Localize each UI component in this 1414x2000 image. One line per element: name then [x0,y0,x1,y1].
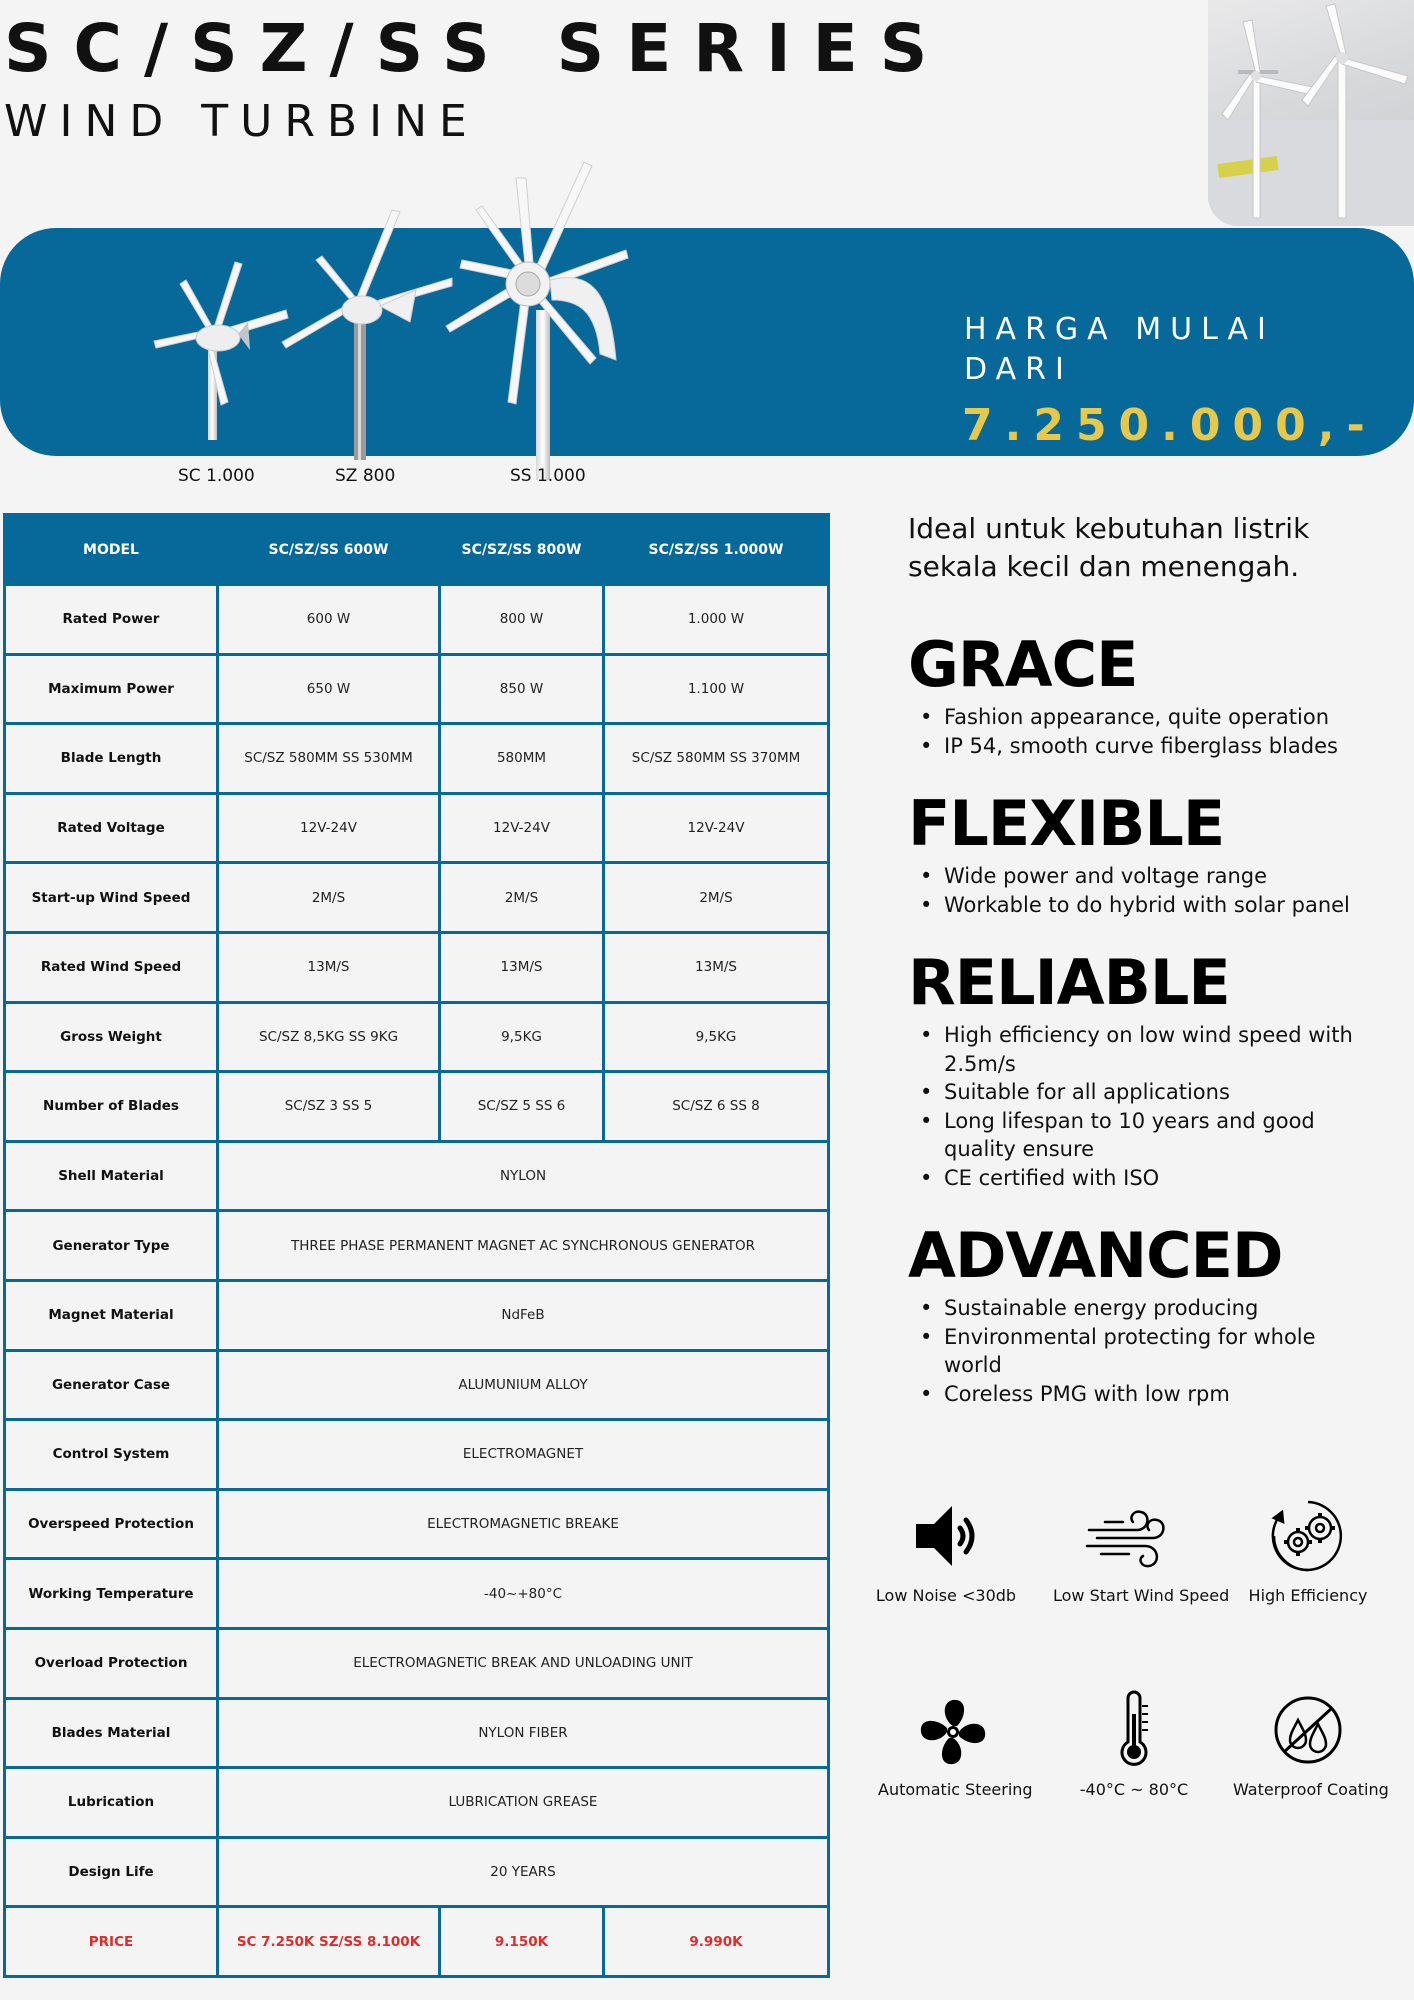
feature-icon-low-start-wind [1053,1496,1230,1605]
spec-table [3,513,830,1978]
table-row [5,654,829,724]
row-label: Working Temperature [5,1559,218,1629]
table-cell: -40~+80°C [218,1559,829,1629]
table-cell: ELECTROMAGNETIC BREAKE [218,1489,829,1559]
table-cell: 12V-24V [440,793,604,863]
table-cell: 12V-24V [604,793,829,863]
row-label: Overload Protection [5,1628,218,1698]
feature-list-reliable [920,1021,1380,1192]
row-label: Maximum Power [5,654,218,724]
turbine-label-sz: SZ 800 [335,466,396,486]
row-label: Lubrication [5,1768,218,1838]
table-row-price [5,1907,829,1977]
table-row [5,1350,829,1420]
feature-heading-grace: GRACE [908,628,1138,701]
turbine-label-sc: SC 1.000 [178,466,255,486]
table-cell: 13M/S [218,932,440,1002]
price-cell: SC 7.250K SZ/SS 8.100K [218,1907,440,1977]
feature-icon-automatic-steering [878,1690,1033,1799]
table-cell: 580MM [440,724,604,794]
feature-icon-high-efficiency [1233,1496,1383,1605]
row-label: Design Life [5,1837,218,1907]
list-item: • High efficiency on low wind speed with 2.5m/s [920,1021,1380,1078]
row-label: Shell Material [5,1141,218,1211]
turbine-sc-1000 [154,262,288,440]
price-cell: 9.990K [604,1907,829,1977]
table-header-cell: SC/SZ/SS 1.000W [604,515,829,585]
feature-icon-label: Automatic Steering [878,1780,1033,1799]
feature-icon-temperature [1059,1690,1209,1799]
table-cell: SC/SZ 8,5KG SS 9KG [218,1002,440,1072]
table-cell: 1.000 W [604,585,829,655]
row-label: Rated Voltage [5,793,218,863]
table-cell: SC/SZ 3 SS 5 [218,1072,440,1142]
table-row [5,1002,829,1072]
row-label: Number of Blades [5,1072,218,1142]
feature-list-grace [920,703,1380,760]
table-cell: 2M/S [604,863,829,933]
table-row [5,1698,829,1768]
feature-icon-low-noise [871,1496,1021,1605]
table-cell: 20 YEARS [218,1837,829,1907]
feature-heading-advanced: ADVANCED [908,1219,1283,1292]
table-row [5,1141,829,1211]
table-cell: 1.100 W [604,654,829,724]
list-item: • IP 54, smooth curve fiberglass blades [920,732,1380,761]
table-cell: NdFeB [218,1280,829,1350]
feature-icon-label: Low Noise <30db [875,1586,1017,1605]
table-header-cell: SC/SZ/SS 800W [440,515,604,585]
row-label: Control System [5,1420,218,1490]
table-cell: SC/SZ 6 SS 8 [604,1072,829,1142]
table-row [5,724,829,794]
table-row [5,1420,829,1490]
turbines-illustration [130,150,650,480]
page-title: SC/SZ/SS SERIES [4,10,950,87]
list-item: • Sustainable energy producing [920,1294,1380,1323]
intro-text: Ideal untuk kebutuhan listrik sekala kecil dan menengah. [908,512,1310,583]
price-cell: 9.150K [440,1907,604,1977]
table-row [5,1489,829,1559]
table-cell: 12V-24V [218,793,440,863]
feature-icon-label: Low Start Wind Speed [1053,1586,1230,1605]
spec-table-body [5,585,829,1977]
feature-heading-flexible: FLEXIBLE [908,787,1225,860]
table-row [5,1559,829,1629]
table-cell: 13M/S [604,932,829,1002]
table-cell: THREE PHASE PERMANENT MAGNET AC SYNCHRONOUS GENERATOR [218,1211,829,1281]
feature-icon-waterproof [1233,1690,1389,1799]
speaker-icon [906,1496,986,1576]
row-label: Blades Material [5,1698,218,1768]
table-header-cell: MODEL [5,515,218,585]
table-cell: ELECTROMAGNETIC BREAK AND UNLOADING UNIT [218,1628,829,1698]
price-banner-value: 7.250.000,- [962,400,1377,451]
turbine-label-ss: SS 1.000 [510,466,586,486]
table-cell: 2M/S [218,863,440,933]
table-row [5,1768,829,1838]
turbine-ss-1000 [446,162,628,480]
row-label: Gross Weight [5,1002,218,1072]
table-cell: ALUMUNIUM ALLOY [218,1350,829,1420]
table-cell: SC/SZ 580MM SS 530MM [218,724,440,794]
table-cell: 650 W [218,654,440,724]
table-row [5,932,829,1002]
feature-icon-label: High Efficiency [1248,1586,1368,1605]
feature-icon-label: Waterproof Coating [1233,1780,1389,1799]
row-label: Start-up Wind Speed [5,863,218,933]
feature-icon-label: -40°C ~ 80°C [1079,1780,1189,1799]
waterproof-icon [1268,1690,1348,1770]
list-item: • Wide power and voltage range [920,862,1380,891]
table-cell: SC/SZ 5 SS 6 [440,1072,604,1142]
table-cell: NYLON [218,1141,829,1211]
table-row [5,585,829,655]
fan-icon [913,1690,993,1770]
feature-heading-reliable: RELIABLE [908,946,1230,1019]
turbine-photo [1208,0,1414,226]
table-cell: SC/SZ 580MM SS 370MM [604,724,829,794]
table-row [5,1211,829,1281]
wind-icon [1083,1496,1173,1576]
table-cell: 9,5KG [440,1002,604,1072]
table-cell: 2M/S [440,863,604,933]
table-row [5,863,829,933]
row-label: Blade Length [5,724,218,794]
table-cell: 9,5KG [604,1002,829,1072]
table-header-row [5,515,829,585]
table-cell: LUBRICATION GREASE [218,1768,829,1838]
list-item: • Environmental protecting for whole world [920,1323,1380,1380]
row-label: Generator Type [5,1211,218,1281]
row-label: Overspeed Protection [5,1489,218,1559]
table-row [5,1837,829,1907]
table-row [5,1072,829,1142]
turbine-sz-800 [282,210,452,460]
table-cell: 800 W [440,585,604,655]
row-label: Generator Case [5,1350,218,1420]
feature-list-advanced [920,1294,1380,1408]
table-row [5,1628,829,1698]
row-label: Rated Power [5,585,218,655]
table-row [5,793,829,863]
list-item: • Workable to do hybrid with solar panel [920,891,1380,920]
row-label: Rated Wind Speed [5,932,218,1002]
list-item: • CE certified with ISO [920,1164,1380,1193]
price-banner-label: HARGA MULAI DARI [964,312,1275,387]
list-item: • Coreless PMG with low rpm [920,1380,1380,1409]
table-header-cell: SC/SZ/SS 600W [218,515,440,585]
table-cell: 850 W [440,654,604,724]
list-item: • Long lifespan to 10 years and good quality ensure [920,1107,1380,1164]
table-cell: 600 W [218,585,440,655]
feature-list-flexible [920,862,1380,919]
row-label: Magnet Material [5,1280,218,1350]
list-item: • Suitable for all applications [920,1078,1380,1107]
table-row [5,1280,829,1350]
table-cell: NYLON FIBER [218,1698,829,1768]
table-cell: ELECTROMAGNET [218,1420,829,1490]
gears-icon [1268,1496,1348,1576]
page-subtitle: WIND TURBINE [4,96,479,147]
list-item: • Fashion appearance, quite operation [920,703,1380,732]
row-label: PRICE [5,1907,218,1977]
thermometer-icon [1094,1690,1174,1770]
table-cell: 13M/S [440,932,604,1002]
